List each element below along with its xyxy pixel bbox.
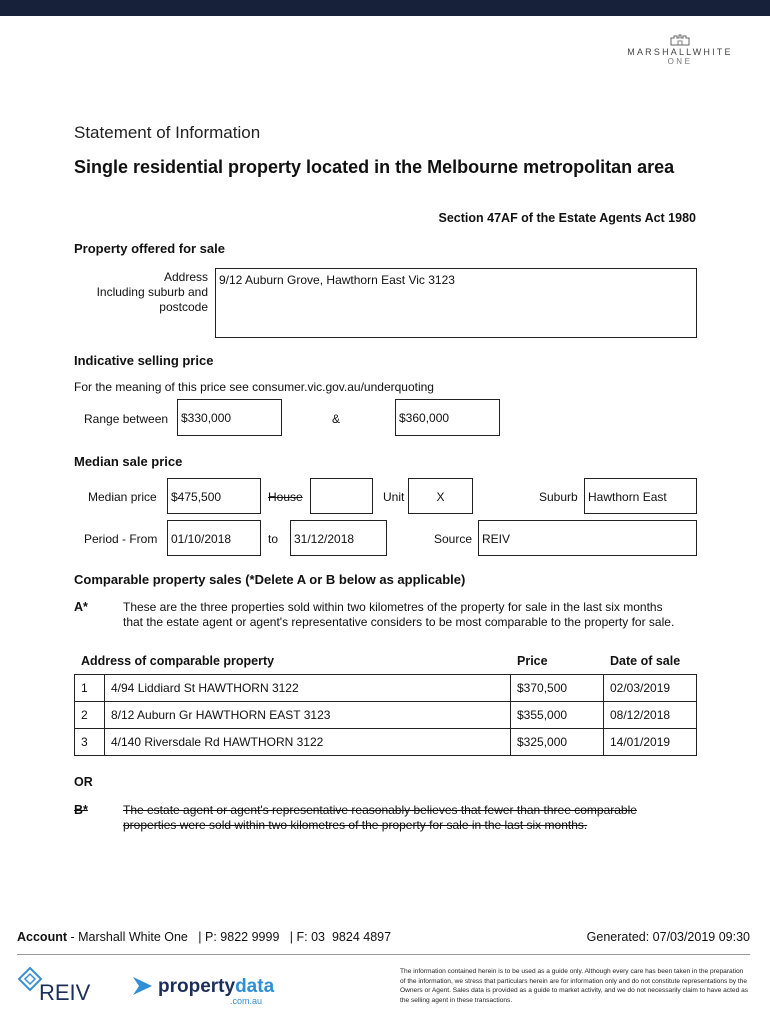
generated-timestamp: Generated: 07/03/2019 09:30 [586,930,750,944]
brand-sub: ONE [667,57,693,66]
option-b-text: The estate agent or agent's representative reasonably believes that fewer than three comparable properties were sold within two kilometres of the property for sale in the last six months. [123,803,637,832]
propertydata-domain: .com.au [230,996,263,1006]
address-label [97,270,208,315]
suburb-label: Suburb [539,490,578,504]
brand-name: MARSHALLWHITE [627,47,733,57]
underquoting-note: For the meaning of this price see consumer.vic.gov.au/underquoting [74,380,434,394]
row-number: 2 [75,702,105,729]
option-b-label: B* [74,803,88,817]
unit-label: Unit [383,490,405,504]
table-row [75,702,697,729]
range-label: Range between [84,412,169,426]
row-price: $355,000 [511,702,604,729]
statement-heading: Statement of Information [74,123,261,142]
act-section: Section 47AF of the Estate Agents Act 1980 [438,211,696,225]
col-address-header: Address of comparable property [81,654,275,668]
comparable-sales-table [74,674,697,756]
castle-icon [669,34,691,46]
ampersand: & [332,412,341,426]
row-number: 1 [75,675,105,702]
house-field[interactable] [310,478,373,514]
period-to-field[interactable]: 31/12/2018 [290,520,387,556]
propertydata-logo [130,970,275,1006]
indicative-heading: Indicative selling price [74,353,214,368]
col-price-header: Price [517,654,548,668]
option-a-text: These are the three properties sold within two kilometres of the property for sale in the last six months that the estate agent or agent's representative considers to be most comparable to the property for sale. [123,600,675,629]
row-address: 4/94 Liddiard St HAWTHORN 3122 [105,675,511,702]
row-price: $325,000 [511,729,604,756]
document-title: Single residential property located in the Melbourne metropolitan area [74,157,675,177]
row-address: 4/140 Riversdale Rd HAWTHORN 3122 [105,729,511,756]
to-label: to [268,532,279,546]
option-a-label: A* [74,600,88,614]
col-date-header: Date of sale [610,654,681,668]
unit-field[interactable]: X [408,478,473,514]
period-from-field[interactable]: 01/10/2018 [167,520,261,556]
row-price: $370,500 [511,675,604,702]
row-number: 3 [75,729,105,756]
address-label-line: postcode [159,300,208,314]
row-date: 14/01/2019 [604,729,697,756]
row-date: 02/03/2019 [604,675,697,702]
median-heading: Median sale price [74,454,183,469]
address-field[interactable]: 9/12 Auburn Grove, Hawthorn East Vic 3123 [215,268,697,338]
row-address: 8/12 Auburn Gr HAWTHORN EAST 3123 [105,702,511,729]
address-label-line: Including suburb and [96,285,208,299]
propertydata-text [158,976,274,998]
reiv-text: REIV [39,980,91,1005]
account-label: Account [17,930,67,944]
disclaimer: The information contained herein is to be used as a guide only. Although every care has been taken in the preparation of the information, we stress that particulars herein are for information only and do not constitute representations by the Owners or Agent. Sales data is provided as a guide to market activity, and we do not necessarily claim to have acted as the selling agent in these transactions. [400,968,749,1004]
price-high-field[interactable]: $360,000 [395,399,500,436]
period-from-label: Period - From [84,532,158,546]
account-line [17,930,391,944]
or-divider: OR [74,775,93,789]
suburb-field[interactable]: Hawthorn East [584,478,697,514]
property-heading: Property offered for sale [74,241,225,256]
top-banner [0,0,770,16]
house-label: House [268,490,303,504]
propertydata-data: data [235,976,275,997]
median-price-field[interactable]: $475,500 [167,478,261,514]
propertydata-main: property [158,976,236,997]
comparable-heading: Comparable property sales (*Delete A or B below as applicable) [74,572,466,587]
table-row [75,675,697,702]
footer-divider [17,954,750,955]
marshall-white-logo [610,34,750,66]
source-label: Source [434,532,473,546]
median-price-label: Median price [88,490,157,504]
row-date: 08/12/2018 [604,702,697,729]
propertydata-arrow-icon [130,973,156,999]
reiv-logo [17,966,92,1006]
address-label-line: Address [163,270,208,284]
price-low-field[interactable]: $330,000 [177,399,282,436]
table-row [75,729,697,756]
source-field[interactable]: REIV [478,520,697,556]
account-details: - Marshall White One | P: 9822 9999 | F: 03 9824 4897 [70,930,392,944]
